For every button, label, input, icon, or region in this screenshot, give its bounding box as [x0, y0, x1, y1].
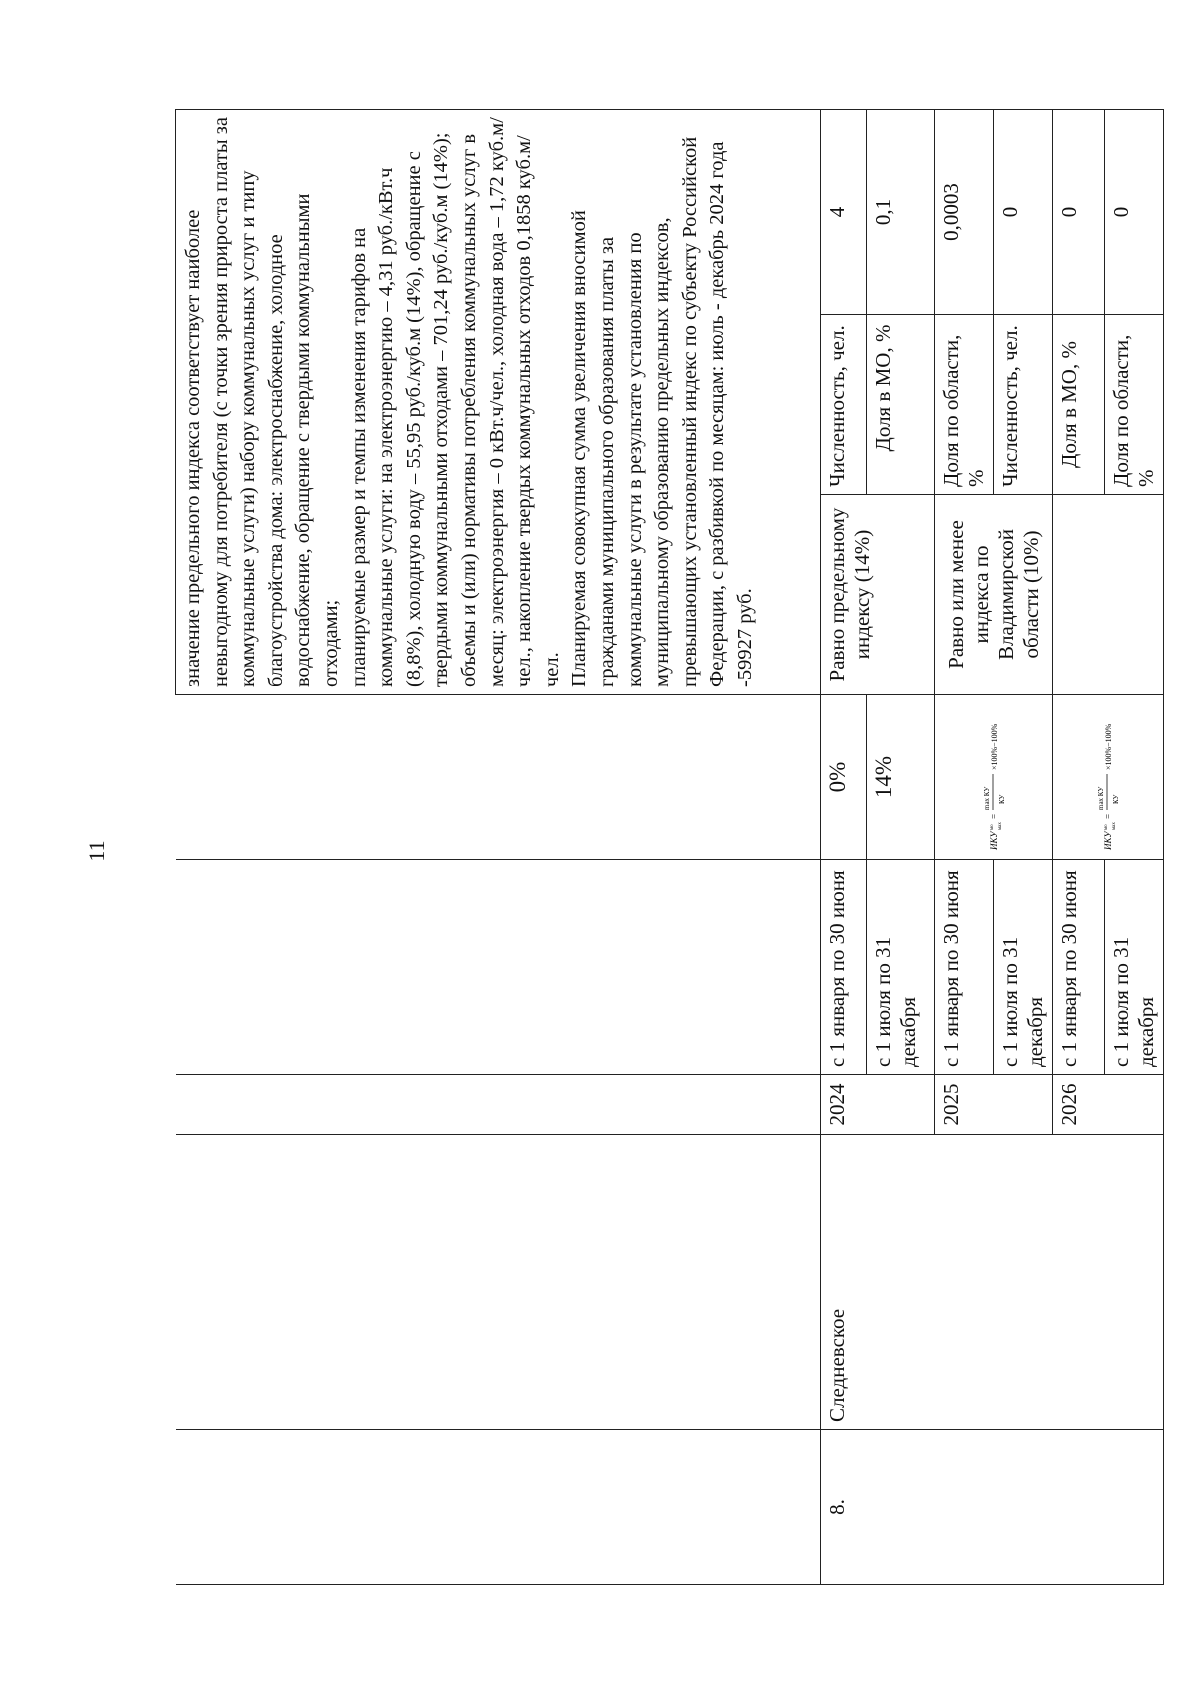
svg-text:КУ: КУ	[997, 794, 1006, 804]
metric-value: 4	[821, 109, 867, 314]
description-paragraph: значение предельного индекса соответствует наиболее невыгодному для потребителя (с точки зрения прироста платы за коммунальные услуги) набору коммунальных услуг и типу благоустройства дома: электроснабжение, холодное водоснабжение, обращение с твердыми коммунальными отходами;	[182, 117, 342, 687]
page-number: 11	[84, 840, 109, 862]
municipality-name: Следневское	[821, 1135, 1164, 1430]
period-cell: с 1 января по 30 июня	[1053, 860, 1105, 1075]
period-cell: с 1 июля по 31 декабря	[867, 860, 935, 1075]
metric-value: 0,1	[867, 109, 935, 314]
criterion-cell: Равно предельному индексу (14%)	[821, 495, 935, 695]
metric-value: 0	[994, 109, 1053, 314]
description-paragraph: Планируемая совокупная сумма увеличения вносимой гражданами муниципального образования платы за коммунальные услуги в результате установления по муниципальному образованию предельных индексов, превышающих установленный индекс по субъекту Российской Федерации, с разбивкой по месяцам: июль - декабрь 2024 года -59927 руб.	[568, 136, 756, 687]
metric-label: Численность, чел.	[994, 315, 1053, 495]
blank-cell	[176, 695, 821, 860]
metric-value: 0,0003	[935, 109, 994, 314]
svg-text:×100%−100%: ×100%−100%	[1104, 723, 1113, 770]
metric-label: Доля в МО, %	[1053, 315, 1105, 495]
metric-label: Численность, чел.	[821, 315, 867, 495]
index-value: 14%	[867, 695, 935, 860]
svg-text:ИКУ: ИКУ	[988, 831, 999, 850]
period-cell: с 1 июля по 31 декабря	[1105, 860, 1164, 1075]
svg-text:×100%−100%: ×100%−100%	[989, 723, 999, 770]
svg-text:КУ: КУ	[1112, 794, 1120, 804]
metric-label: Доля по области, %	[935, 315, 994, 495]
formula-cell	[1053, 695, 1164, 860]
metric-label: Доля в МО, %	[867, 315, 935, 495]
blank-cell	[176, 860, 821, 1075]
index-formula-image	[1087, 702, 1127, 852]
svg-text:мо: мо	[1104, 824, 1109, 830]
svg-text:мах: мах	[1112, 822, 1117, 830]
period-cell: с 1 января по 30 июня	[935, 860, 994, 1075]
svg-text:=: =	[988, 813, 999, 819]
blank-cell	[176, 1430, 821, 1585]
year-2025: 2025	[935, 1075, 1053, 1135]
period-cell: с 1 января по 30 июня	[821, 860, 867, 1075]
index-value: 0%	[821, 695, 867, 860]
period-cell: с 1 июля по 31 декабря	[994, 860, 1053, 1075]
index-formula-image	[973, 702, 1013, 852]
metric-label: Доля по области, %	[1105, 315, 1164, 495]
svg-text:max КУ: max КУ	[1097, 786, 1105, 810]
rotated-table-stage	[175, 110, 1158, 1585]
metric-value: 0	[1053, 109, 1105, 314]
svg-text:max КУ: max КУ	[982, 786, 991, 810]
description-paragraph: объемы и (или) нормативы потребления коммунальных услуг в месяц: электроэнергия – 0 кВт.ч/чел., холодная вода – 1,72 куб.м/чел., накопление твердых коммунальных отходов 0,1858 куб.м/чел.	[457, 117, 563, 687]
year-2026: 2026	[1053, 1075, 1164, 1135]
criterion-continuation	[1053, 495, 1164, 695]
metric-value: 0	[1105, 109, 1164, 314]
description-cell	[176, 109, 821, 694]
formula-cell	[935, 695, 1053, 860]
svg-text:мо: мо	[989, 824, 995, 830]
year-2024: 2024	[821, 1075, 935, 1135]
criterion-cell: Равно или менее индекса по Владимирской области (10%)	[935, 495, 1053, 695]
index-table	[175, 109, 1164, 1585]
svg-text:мах: мах	[997, 822, 1003, 830]
row-number: 8.	[821, 1430, 1164, 1585]
svg-text:=: =	[1103, 813, 1113, 819]
blank-cell	[176, 1135, 821, 1430]
svg-text:ИКУ: ИКУ	[1103, 831, 1113, 850]
blank-cell	[176, 1075, 821, 1135]
description-paragraph: планируемые размер и темпы изменения тарифов на коммунальные услуги: на электроэнергию – 4,31 руб./кВт.ч (8,8%), холодную воду – 55,95 руб./куб.м (14%), обращение с твердыми коммунальными отходами – 701,24 руб./куб.м (14%);	[347, 132, 453, 687]
